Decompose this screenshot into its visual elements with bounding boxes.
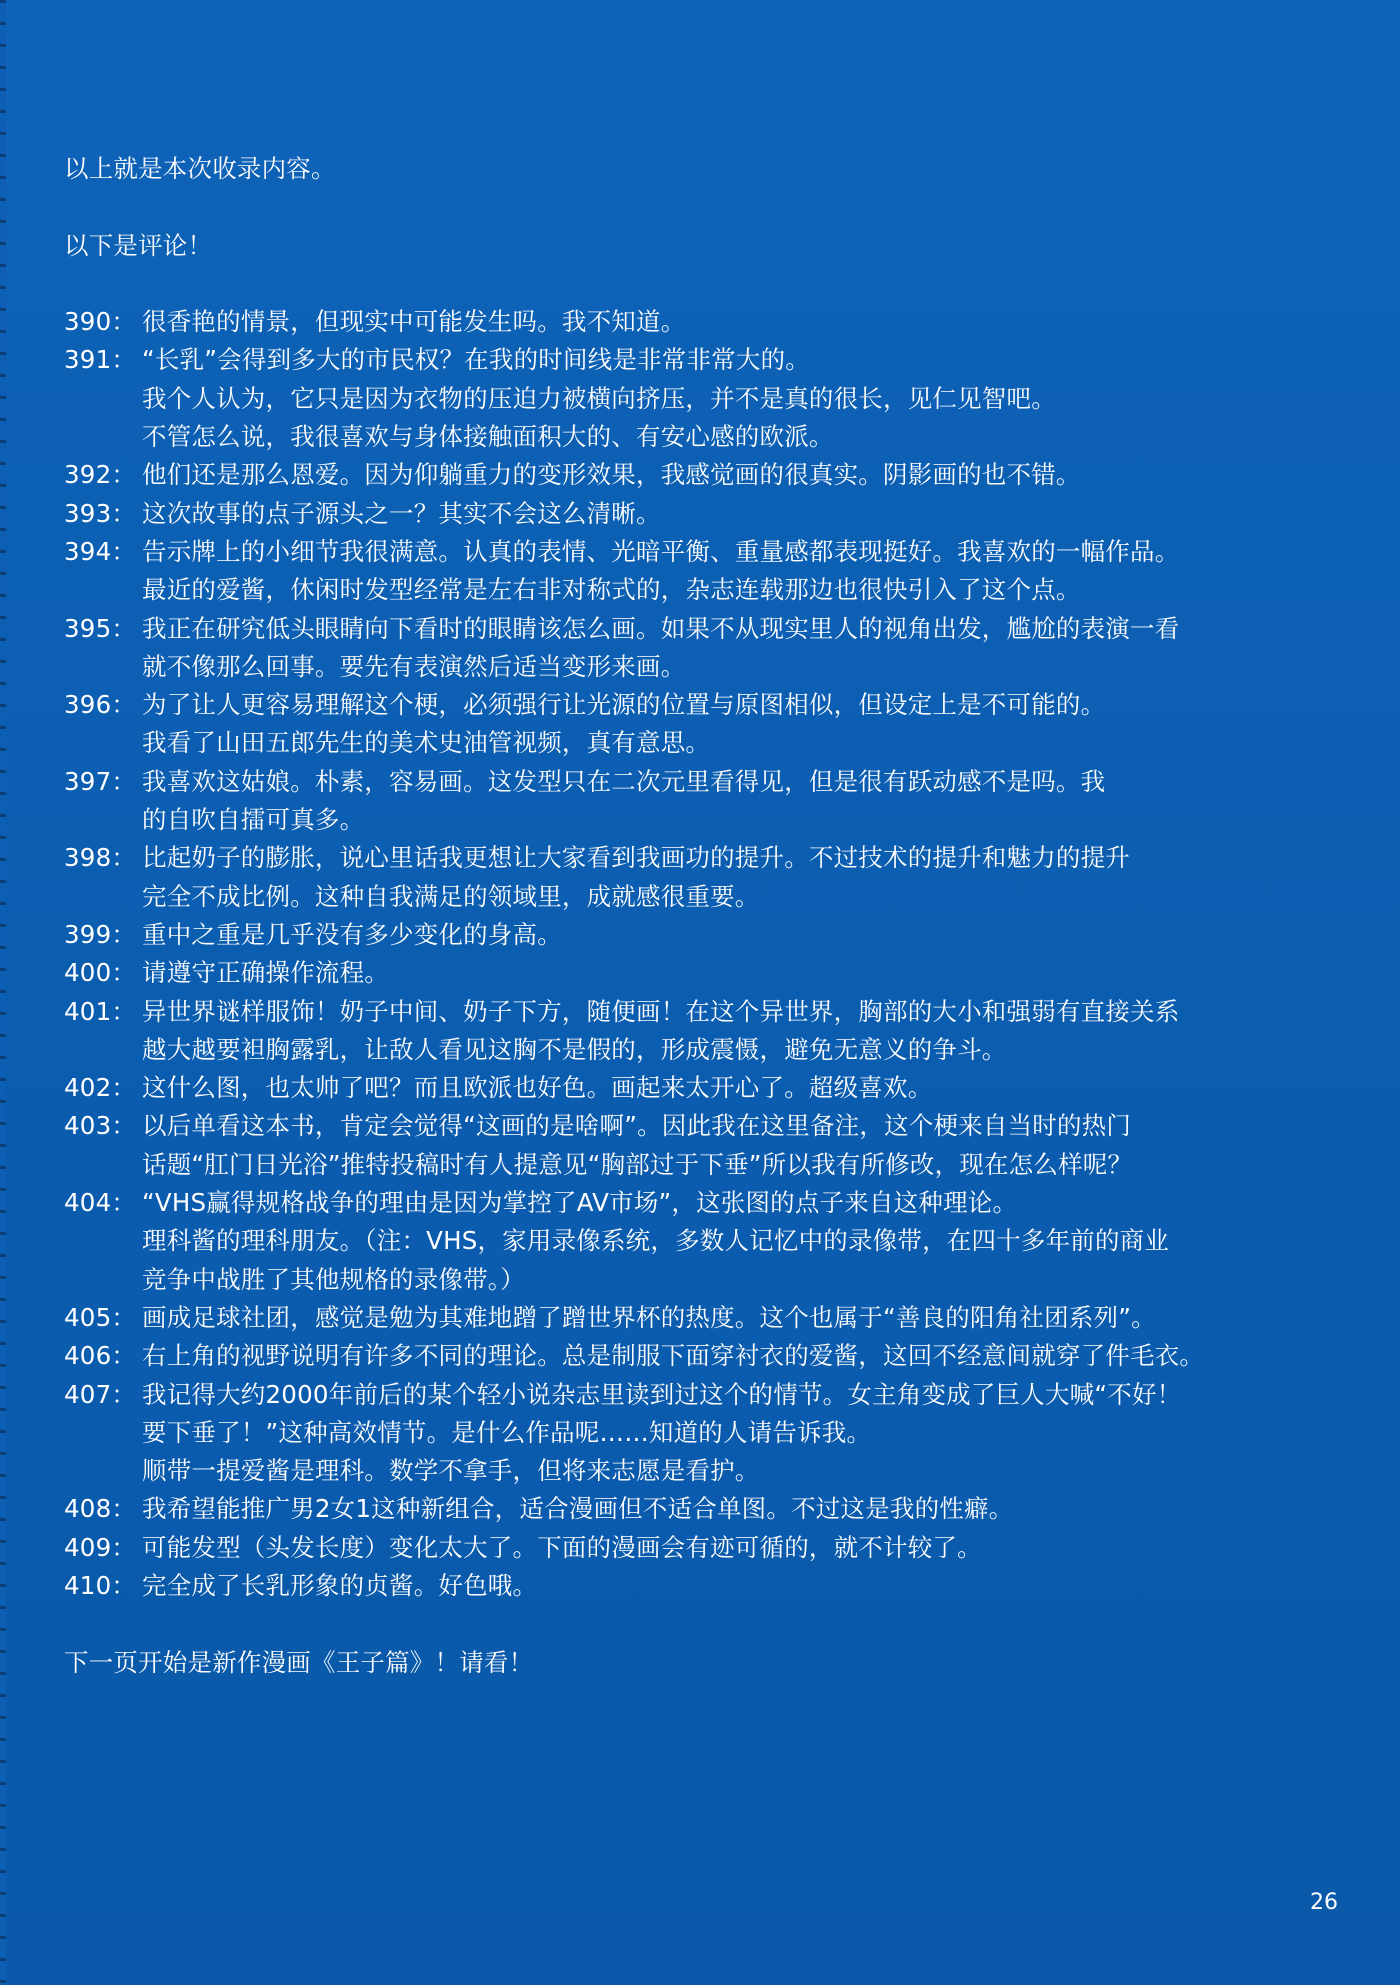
comment-entry bbox=[64, 763, 1364, 840]
comment-entry bbox=[64, 1376, 1364, 1491]
comment-number: 396： bbox=[64, 690, 137, 720]
comment-line: 我记得大约2000年前后的某个轻小说杂志里读到过这个的情节。女主角变成了巨人大喊“不好！ bbox=[142, 1379, 1182, 1409]
comment-line: 不管怎么说，我很喜欢与身体接触面积大的、有安心感的欧派。 bbox=[142, 422, 834, 452]
comment-line: 顺带一提爱酱是理科。数学不拿手，但将来志愿是看护。 bbox=[142, 1456, 760, 1486]
comment-entry bbox=[64, 341, 1364, 456]
comment-number: 392： bbox=[64, 460, 137, 490]
comment-body bbox=[142, 1567, 537, 1605]
comments-list bbox=[64, 303, 1364, 1605]
comment-line: 比起奶子的膨胀，说心里话我更想让大家看到我画功的提升。不过技术的提升和魅力的提升 bbox=[142, 843, 1130, 873]
comment-body bbox=[142, 610, 1179, 687]
comment-body bbox=[142, 303, 685, 341]
comment-entry bbox=[64, 1490, 1364, 1528]
comment-body bbox=[142, 495, 661, 533]
comment-line: 右上角的视野说明有许多不同的理论。总是制服下面穿衬衣的爱酱，这回不经意间就穿了件毛衣。 bbox=[142, 1341, 1205, 1371]
comment-number: 402： bbox=[64, 1073, 137, 1103]
comment-line: 完全不成比例。这种自我满足的领域里，成就感很重要。 bbox=[142, 881, 760, 911]
comment-number: 409： bbox=[64, 1532, 137, 1562]
comment-body bbox=[142, 1184, 1169, 1299]
comment-number: 403： bbox=[64, 1111, 137, 1141]
comment-body bbox=[142, 1299, 1156, 1337]
comment-number: 410： bbox=[64, 1570, 137, 1600]
comment-entry bbox=[64, 456, 1364, 494]
comment-number: 393： bbox=[64, 498, 137, 528]
comment-body bbox=[142, 456, 1081, 494]
comment-number: 398： bbox=[64, 843, 137, 873]
comment-line: 竞争中战胜了其他规格的录像带。） bbox=[142, 1264, 525, 1294]
comment-body bbox=[142, 916, 562, 954]
comment-number: 391： bbox=[64, 345, 137, 375]
afterword-text bbox=[64, 150, 1364, 1682]
comment-line: 为了让人更容易理解这个梗，必须强行让光源的位置与原图相似，但设定上是不可能的。 bbox=[142, 690, 1106, 720]
comment-line: 他们还是那么恩爱。因为仰躺重力的变形效果，我感觉画的很真实。阴影画的也不错。 bbox=[142, 460, 1081, 490]
comment-number: 407： bbox=[64, 1379, 137, 1409]
comment-body bbox=[142, 341, 1056, 456]
comment-body bbox=[142, 533, 1179, 610]
comment-entry bbox=[64, 686, 1364, 763]
comment-line: 就不像那么回事。要先有表演然后适当变形来画。 bbox=[142, 651, 686, 681]
comment-number: 401： bbox=[64, 996, 137, 1026]
comment-body bbox=[142, 1337, 1204, 1375]
comment-entry bbox=[64, 533, 1364, 610]
comment-body bbox=[142, 1490, 1013, 1528]
comment-entry bbox=[64, 610, 1364, 687]
comment-body bbox=[142, 839, 1130, 916]
comment-body bbox=[142, 763, 1105, 840]
comment-line: 我正在研究低头眼睛向下看时的眼睛该怎么画。如果不从现实里人的视角出发，尴尬的表演一看 bbox=[142, 613, 1180, 643]
page-number: 26 bbox=[1310, 1890, 1338, 1915]
comment-line: 话题“肛门日光浴”推特投稿时有人提意见“胸部过于下垂”所以我有所修改，现在怎么样呢？ bbox=[142, 1149, 1133, 1179]
comment-number: 408： bbox=[64, 1494, 137, 1524]
comment-line: 要下垂了！”这种高效情节。是什么作品呢……知道的人请告诉我。 bbox=[142, 1417, 872, 1447]
comment-body bbox=[142, 993, 1179, 1070]
comment-entry bbox=[64, 303, 1364, 341]
comment-number: 394： bbox=[64, 536, 137, 566]
comment-line: 告示牌上的小细节我很满意。认真的表情、光暗平衡、重量感都表现挺好。我喜欢的一幅作品。 bbox=[142, 536, 1180, 566]
comment-entry bbox=[64, 1184, 1364, 1299]
comment-number: 397： bbox=[64, 766, 137, 796]
comment-entry bbox=[64, 1529, 1364, 1567]
comment-entry bbox=[64, 839, 1364, 916]
comment-number: 399： bbox=[64, 919, 137, 949]
comment-entry bbox=[64, 1299, 1364, 1337]
comment-line: 以后单看这本书，肯定会觉得“这画的是啥啊”。因此我在这里备注，这个梗来自当时的热门 bbox=[142, 1111, 1132, 1141]
comment-entry bbox=[64, 954, 1364, 992]
comment-line: 请遵守正确操作流程。 bbox=[142, 958, 389, 988]
intro-line: 以上就是本次收录内容。 bbox=[64, 154, 336, 183]
comment-body bbox=[142, 1376, 1181, 1491]
comment-line: 我看了山田五郎先生的美术史油管视频，真有意思。 bbox=[142, 728, 711, 758]
comment-number: 405： bbox=[64, 1302, 137, 1332]
comment-line: 异世界谜样服饰！奶子中间、奶子下方，随便画！在这个异世界，胸部的大小和强弱有直接关系 bbox=[142, 996, 1180, 1026]
comment-line: 越大越要袒胸露乳，让敌人看见这胸不是假的，形成震慑，避免无意义的争斗。 bbox=[142, 1034, 1007, 1064]
comment-body bbox=[142, 954, 389, 992]
comment-line: 完全成了长乳形象的贞酱。好色哦。 bbox=[142, 1570, 538, 1600]
binding-edge bbox=[0, 0, 6, 1985]
comments-header: 以下是评论！ bbox=[64, 230, 213, 260]
comment-entry bbox=[64, 1069, 1364, 1107]
comment-entry bbox=[64, 993, 1364, 1070]
comment-body bbox=[142, 1107, 1132, 1184]
comment-line: 我喜欢这姑娘。朴素，容易画。这发型只在二次元里看得见，但是很有跃动感不是吗。我 bbox=[142, 766, 1106, 796]
comment-number: 400： bbox=[64, 958, 137, 988]
comment-line: 可能发型（头发长度）变化太大了。下面的漫画会有迹可循的，就不计较了。 bbox=[142, 1532, 982, 1562]
comment-entry bbox=[64, 1337, 1364, 1375]
comment-line: 最近的爱酱，休闲时发型经常是左右非对称式的，杂志连载那边也很快引入了这个点。 bbox=[142, 575, 1081, 605]
comment-line: 重中之重是几乎没有多少变化的身高。 bbox=[142, 919, 562, 949]
comment-entry bbox=[64, 916, 1364, 954]
comment-line: 很香艳的情景，但现实中可能发生吗。我不知道。 bbox=[142, 307, 686, 337]
comment-line: 我希望能推广男2女1这种新组合，适合漫画但不适合单图。不过这是我的性癖。 bbox=[142, 1494, 1014, 1524]
comment-line: 的自吹自擂可真多。 bbox=[142, 805, 365, 835]
comment-number: 404： bbox=[64, 1188, 137, 1218]
comment-line: 画成足球社团，感觉是勉为其难地蹭了蹭世界杯的热度。这个也属于“善良的阳角社团系列”。 bbox=[142, 1302, 1156, 1332]
comment-number: 406： bbox=[64, 1341, 137, 1371]
comment-line: “VHS赢得规格战争的理由是因为掌控了AV市场”，这张图的点子来自这种理论。 bbox=[142, 1188, 1018, 1218]
comment-line: “长乳”会得到多大的市民权？在我的时间线是非常非常大的。 bbox=[142, 345, 810, 375]
comment-line: 我个人认为，它只是因为衣物的压迫力被横向挤压，并不是真的很长，见仁见智吧。 bbox=[142, 383, 1056, 413]
comment-number: 395： bbox=[64, 613, 137, 643]
comment-body bbox=[142, 1069, 932, 1107]
comment-entry bbox=[64, 1567, 1364, 1605]
comment-line: 这什么图，也太帅了吧？而且欧派也好色。画起来太开心了。超级喜欢。 bbox=[142, 1073, 933, 1103]
comment-entry bbox=[64, 1107, 1364, 1184]
comment-line: 这次故事的点子源头之一？其实不会这么清晰。 bbox=[142, 498, 661, 528]
closing-line: 下一页开始是新作漫画《王子篇》！请看！ bbox=[64, 1647, 534, 1677]
comment-entry bbox=[64, 495, 1364, 533]
comment-line: 理科酱的理科朋友。（注：VHS，家用录像系统，多数人记忆中的录像带，在四十多年前的商业 bbox=[142, 1226, 1170, 1256]
comment-number: 390： bbox=[64, 307, 137, 337]
comment-body bbox=[142, 686, 1105, 763]
comment-body bbox=[142, 1529, 982, 1567]
